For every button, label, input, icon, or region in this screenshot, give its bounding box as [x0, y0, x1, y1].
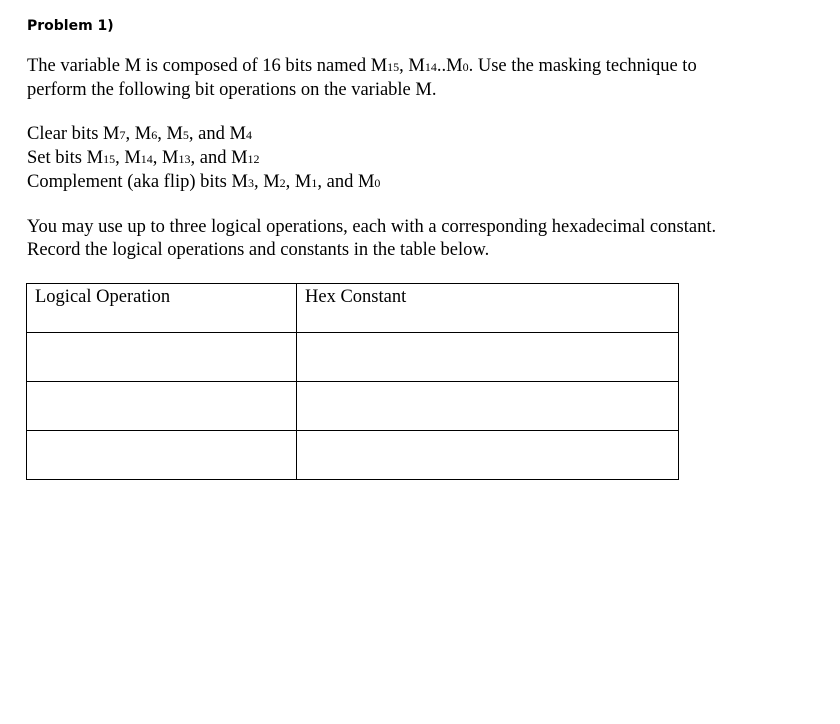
table-row [27, 382, 679, 431]
logical-operation-cell[interactable] [27, 382, 297, 431]
bit-subscript: 13 [178, 152, 191, 166]
column-header-logical-operation: Logical Operation [27, 284, 297, 333]
bit-subscript: 15 [387, 60, 400, 74]
operation-clear [27, 123, 380, 147]
bit-separator: , [115, 148, 125, 168]
intro-line-1 [27, 55, 697, 79]
instructions-line-1: You may use up to three logical operations, each with a corresponding hexadecimal constant. [27, 217, 717, 237]
intro-text: ..M [436, 56, 463, 76]
answer-table [26, 283, 679, 480]
bit-separator: , [152, 148, 163, 168]
bit-name: M [263, 172, 280, 192]
problem-title: Problem 1) [27, 18, 114, 34]
bit-subscript: 12 [247, 152, 260, 166]
bit-separator: , and [188, 124, 230, 144]
instructions-line-2: Record the logical operations and constants in the table below. [27, 240, 490, 260]
bit-subscript: 3 [247, 176, 254, 190]
bit-subscript: 15 [103, 152, 116, 166]
operation-prefix: Clear bits [27, 124, 104, 144]
table-header-row [27, 284, 679, 333]
intro-text: The variable M is composed of 16 bits named M [27, 56, 388, 76]
bit-name: M [294, 172, 312, 192]
bit-name: M [231, 148, 248, 168]
operations-list [27, 123, 380, 195]
instructions-paragraph [27, 216, 716, 262]
bit-subscript: 0 [374, 176, 381, 190]
table-row [27, 333, 679, 382]
intro-text: . Use the masking technique to [468, 56, 697, 76]
operation-complement [27, 171, 380, 195]
column-header-hex-constant: Hex Constant [297, 284, 679, 333]
bit-name: M [134, 124, 152, 144]
operation-set [27, 147, 380, 171]
bit-name: M [357, 172, 375, 192]
bit-separator: , [285, 172, 295, 192]
logical-operation-cell[interactable] [27, 431, 297, 480]
bit-separator: , [157, 124, 167, 144]
hex-constant-cell[interactable] [297, 333, 679, 382]
operation-prefix: Complement (aka flip) bits [27, 172, 232, 192]
bit-separator: , [125, 124, 135, 144]
intro-line-2: perform the following bit operations on the variable M. [27, 80, 437, 100]
bit-name: M [86, 148, 104, 168]
bit-name: M [166, 124, 183, 144]
bit-subscript: 14 [140, 152, 153, 166]
hex-constant-cell[interactable] [297, 431, 679, 480]
hex-constant-cell[interactable] [297, 382, 679, 431]
bit-subscript: 7 [119, 128, 126, 142]
table-row [27, 431, 679, 480]
intro-text: , M [399, 56, 425, 76]
bit-separator: , and [317, 172, 358, 192]
bit-name: M [229, 124, 246, 144]
bit-name: M [103, 124, 120, 144]
bit-subscript: 5 [182, 128, 189, 142]
logical-operation-cell[interactable] [27, 333, 297, 382]
bit-subscript: 2 [279, 176, 286, 190]
bit-subscript: 0 [462, 60, 469, 74]
operation-prefix: Set bits [27, 148, 87, 168]
bit-subscript: 14 [424, 60, 437, 74]
bit-name: M [231, 172, 248, 192]
bit-separator: , [253, 172, 264, 192]
bit-name: M [124, 148, 141, 168]
bit-subscript: 4 [245, 128, 252, 142]
bit-name: M [162, 148, 179, 168]
intro-paragraph [27, 55, 697, 102]
bit-subscript: 1 [311, 176, 318, 190]
bit-separator: , and [190, 148, 232, 168]
bit-subscript: 6 [151, 128, 158, 142]
